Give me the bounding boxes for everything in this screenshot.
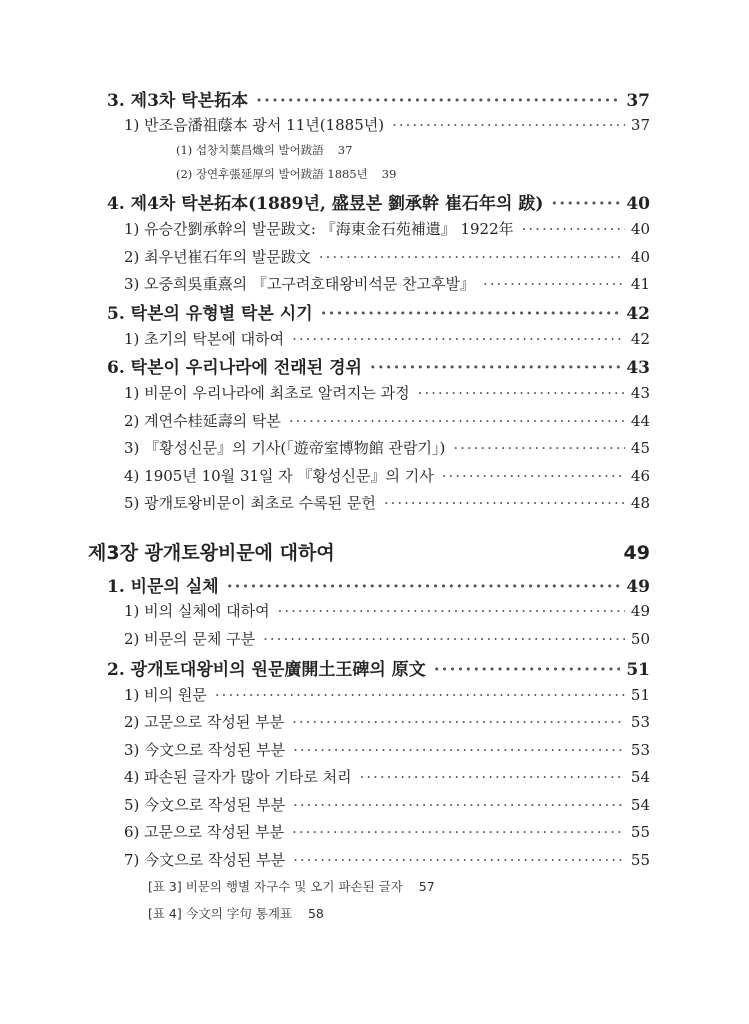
dot-leader (256, 91, 620, 111)
toc-page-number: 43 (626, 358, 650, 378)
toc-entry-label: (1) 섭창치葉昌熾의 발어跋語 (176, 143, 324, 157)
toc-entry-label: 1) 초기의 탁본에 대하여 (124, 330, 285, 348)
dot-leader (227, 577, 621, 597)
toc-page-number: 46 (630, 467, 650, 485)
toc-entry-label: 1) 비의 원문 (124, 686, 207, 704)
toc-entry-label: 5. 탁본의 유형별 탁본 시기 (107, 304, 313, 324)
toc-entry-section-3[interactable] (107, 86, 650, 110)
toc-page-number: 57 (418, 879, 435, 894)
toc-entry-label: 4. 제4차 탁본拓本(1889년, 盛昱본 劉承幹 崔石年의 跋) (107, 194, 544, 214)
toc-page-number: 40 (630, 248, 650, 266)
toc-entry-label: 1. 비문의 실체 (107, 577, 219, 597)
toc-page-number: 49 (626, 577, 650, 597)
toc-entry-6-5[interactable] (124, 492, 650, 514)
toc-page-number: 40 (626, 194, 650, 214)
toc-entry-chapter3-2-2[interactable] (124, 711, 650, 733)
toc-page-number: 58 (307, 906, 324, 921)
toc-page-number: 42 (626, 304, 650, 324)
toc-entry-label: 5) 今文으로 작성된 부분 (124, 796, 286, 814)
toc-entry-label: 1) 반조음潘祖蔭本 광서 11년(1885년) (124, 116, 385, 134)
toc-page-number: 55 (630, 823, 650, 841)
toc-entry-label: 4) 파손된 글자가 많아 기타로 처리 (124, 768, 352, 786)
toc-entry-label: 5) 광개토왕비문이 최초로 수록된 문헌 (124, 494, 376, 512)
dot-leader (483, 275, 625, 293)
dot-leader (370, 358, 620, 378)
toc-entry-6-3[interactable] (124, 437, 650, 459)
dot-leader (321, 304, 621, 324)
dot-leader (278, 602, 625, 620)
toc-entry-3-1[interactable] (124, 114, 650, 136)
toc-entry-chapter3-1-2[interactable] (124, 628, 650, 650)
dot-leader (289, 412, 625, 430)
toc-table-3[interactable] (148, 877, 435, 895)
toc-page-number: 49 (623, 542, 650, 564)
toc-entry-section-4[interactable] (107, 189, 650, 213)
toc-entry-label: 3) 오중희吳重熹의 『고구려호태왕비석문 찬고후발』 (124, 275, 476, 293)
toc-page-number: 54 (630, 796, 650, 814)
toc-page-number: 48 (630, 494, 650, 512)
toc-entry-label: 4) 1905년 10월 31일 자 『황성신문』의 기사 (124, 467, 434, 485)
dot-leader (293, 851, 625, 869)
toc-entry-label: 3. 제3차 탁본拓本 (107, 91, 249, 111)
toc-entry-label: 2) 최우년崔石年의 발문跋文 (124, 248, 311, 266)
toc-entry-4-2[interactable] (124, 246, 650, 268)
toc-entry-section-5[interactable] (107, 299, 650, 323)
dot-leader (453, 439, 625, 457)
toc-page-number: 40 (630, 220, 650, 238)
dot-leader (293, 796, 625, 814)
toc-entry-chapter3-2-3[interactable] (124, 739, 650, 761)
dot-leader (551, 194, 620, 214)
dot-leader (434, 660, 621, 680)
toc-entry-3-1-1[interactable] (176, 142, 352, 160)
dot-leader (292, 823, 625, 841)
toc-chapter-3[interactable] (88, 538, 650, 568)
toc-entry-label: 7) 今文으로 작성된 부분 (124, 851, 286, 869)
toc-page-number: 42 (630, 330, 650, 348)
toc-page-number: 37 (626, 91, 650, 111)
toc-entry-chapter3-2-5[interactable] (124, 794, 650, 816)
dot-leader (292, 713, 625, 731)
dot-leader (418, 384, 625, 402)
dot-leader (360, 768, 625, 786)
toc-entry-4-3[interactable] (124, 273, 650, 295)
dot-leader (263, 630, 625, 648)
toc-page-number: 44 (630, 412, 650, 430)
toc-page-number: 54 (630, 768, 650, 786)
toc-page-number: 37 (630, 116, 650, 134)
toc-page-number: 50 (630, 630, 650, 648)
toc-page-number: 53 (630, 713, 650, 731)
toc-page-number: 53 (630, 741, 650, 759)
dot-leader (292, 330, 625, 348)
toc-entry-section-6[interactable] (107, 353, 650, 377)
toc-entry-5-1[interactable] (124, 328, 650, 350)
toc-entry-label: (2) 장연후張延厚의 발어跋語 1885년 (176, 167, 368, 181)
toc-entry-label: [표 4] 今文의 字句 통계표 (148, 906, 292, 921)
toc-page-number: 39 (381, 167, 397, 181)
toc-entry-6-1[interactable] (124, 382, 650, 404)
toc-entry-label: 1) 비의 실체에 대하여 (124, 602, 270, 620)
toc-entry-label: 2) 계연수桂延壽의 탁본 (124, 412, 281, 430)
toc-entry-label: 6. 탁본이 우리나라에 전래된 경위 (107, 358, 362, 378)
dot-leader (392, 116, 625, 134)
toc-entry-chapter3-2-6[interactable] (124, 821, 650, 843)
toc-table-4[interactable] (148, 904, 324, 922)
toc-page-number: 49 (630, 602, 650, 620)
toc-page-number: 37 (337, 143, 353, 157)
dot-leader (293, 741, 625, 759)
toc-entry-chapter3-2-7[interactable] (124, 849, 650, 871)
toc-entry-chapter3-1-1[interactable] (124, 600, 650, 622)
toc-entry-chapter3-1[interactable] (107, 572, 650, 596)
toc-entry-label: 2) 비문의 문체 구분 (124, 630, 256, 648)
toc-page-number: 41 (630, 275, 650, 293)
toc-page-number: 45 (630, 439, 650, 457)
toc-entry-6-2[interactable] (124, 410, 650, 432)
toc-entry-4-1[interactable] (124, 218, 650, 240)
toc-entry-chapter3-2-4[interactable] (124, 766, 650, 788)
toc-entry-label: 3) 今文으로 작성된 부분 (124, 741, 286, 759)
dot-leader (215, 686, 625, 704)
toc-page-number: 51 (626, 660, 650, 680)
toc-entry-chapter3-2-1[interactable] (124, 684, 650, 706)
toc-entry-label: 1) 유승간劉承幹의 발문跋文: 『海東金石苑補遺』 1922年 (124, 220, 514, 238)
toc-page-number: 43 (630, 384, 650, 402)
toc-entry-label: 3) 『황성신문』의 기사(「遊帝室博物館 관람기」) (124, 439, 446, 457)
toc-page-number: 51 (630, 686, 650, 704)
toc-entry-6-4[interactable] (124, 465, 650, 487)
dot-leader (319, 248, 625, 266)
dot-leader (522, 220, 625, 238)
toc-entry-chapter3-2[interactable] (107, 655, 650, 679)
toc-entry-label: 1) 비문이 우리나라에 최초로 알려지는 과정 (124, 384, 410, 402)
chapter-title: 제3장 광개토왕비문에 대하여 (88, 542, 335, 564)
toc-entry-label: [표 3] 비문의 행별 자구수 및 오기 파손된 글자 (148, 879, 403, 894)
toc-entry-label: 6) 고문으로 작성된 부분 (124, 823, 285, 841)
toc-page-number: 55 (630, 851, 650, 869)
toc-entry-3-1-2[interactable] (176, 166, 396, 184)
dot-leader (384, 494, 625, 512)
dot-leader (442, 467, 625, 485)
toc-entry-label: 2. 광개토대왕비의 원문廣開土王碑의 原文 (107, 660, 426, 680)
toc-entry-label: 2) 고문으로 작성된 부분 (124, 713, 285, 731)
